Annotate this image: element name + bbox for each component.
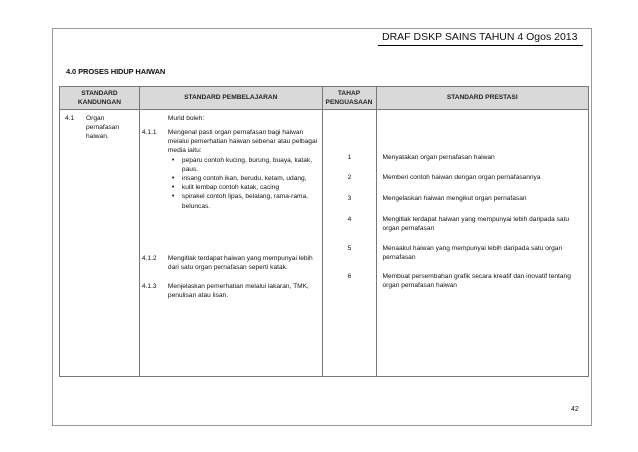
header-standard-pembelajaran: STANDARD PEMBELAJARAN — [139, 87, 322, 110]
learning-standard-cell — [139, 110, 322, 377]
performance-level: 1 — [347, 154, 352, 161]
header-standard-prestasi: STANDARD PRESTASI — [376, 87, 589, 110]
bullet-item: • peparu contoh kucing, burung, buaya, katak, paus. — [168, 156, 318, 174]
content-standard-title: Organ pernafasan haiwan. — [86, 115, 119, 141]
performance-level: 3 — [347, 195, 352, 202]
performance-description: Mengitlak terdapat haiwan yang mempunyai lebih daripada satu organ pernafasan — [382, 216, 570, 233]
learning-standard-code: 4.1.2 — [141, 255, 157, 262]
bullet-item: • spirakel contoh lipas, belalang, rama-rama, beluncas. — [168, 192, 318, 210]
learning-standard-text: Mengitlak terdapat haiwan yang mempunyai lebih dari satu organ pernafasan seperti katak. — [167, 255, 313, 272]
header-standard-kandungan: STANDARD KANDUNGAN — [60, 87, 140, 110]
performance-description: Menaakul haiwan yang mempunyai lebih daripada satu organ pernafasan — [382, 245, 563, 262]
learning-standard-code: 4.1.3 — [141, 283, 157, 290]
performance-description: Membuat persembahan grafik secara kreatif dan inovatif tentang organ pernafasan haiwan — [382, 273, 571, 290]
section-title: 4.0 PROSES HIDUP HAIWAN — [66, 67, 166, 76]
performance-description: Mengelaskan haiwan mengikut organ pernafasan — [382, 195, 527, 202]
table-row — [60, 110, 589, 377]
learning-standard-text: Menjelaskan pemerhatian melalui lakaran, TMK, penulisan atau lisan. — [167, 283, 309, 300]
learning-intro: Murid boleh: — [167, 115, 205, 122]
performance-level: 6 — [347, 273, 352, 280]
performance-description: Memberi contoh haiwan dengan organ pernafasannya — [382, 174, 541, 181]
header-tahap-penguasaan: TAHAP PENGUASAAN — [322, 87, 376, 110]
content-standard-number: 4.1 — [65, 115, 75, 122]
performance-level: 2 — [347, 174, 352, 181]
performance-level-cell — [322, 110, 376, 377]
dskp-table — [59, 86, 589, 377]
performance-level: 5 — [347, 245, 352, 252]
table-header-row — [60, 87, 589, 110]
bullet-item: • kulit lembap contoh katak, cacing — [168, 183, 318, 192]
bullet-item: • insang contoh ikan, berudu, ketam, udang, — [168, 174, 318, 183]
performance-description: Menyatakan organ pernafasan haiwan — [382, 154, 495, 161]
learning-standard-text: Mengenal pasti organ pernafasan bagi haiwan melalui pemerhatian haiwan sebenar atau pelbagai media iaitu: — [167, 129, 318, 155]
bullet-list — [168, 156, 318, 211]
document-header: DRAF DSKP SAINS TAHUN 4 Ogos 2013 — [382, 31, 578, 43]
learning-standard-code: 4.1.1 — [141, 129, 157, 136]
performance-level: 4 — [347, 216, 352, 223]
performance-standard-cell — [376, 110, 589, 377]
page-number: 42 — [571, 406, 579, 413]
content-standard-cell — [60, 110, 140, 377]
